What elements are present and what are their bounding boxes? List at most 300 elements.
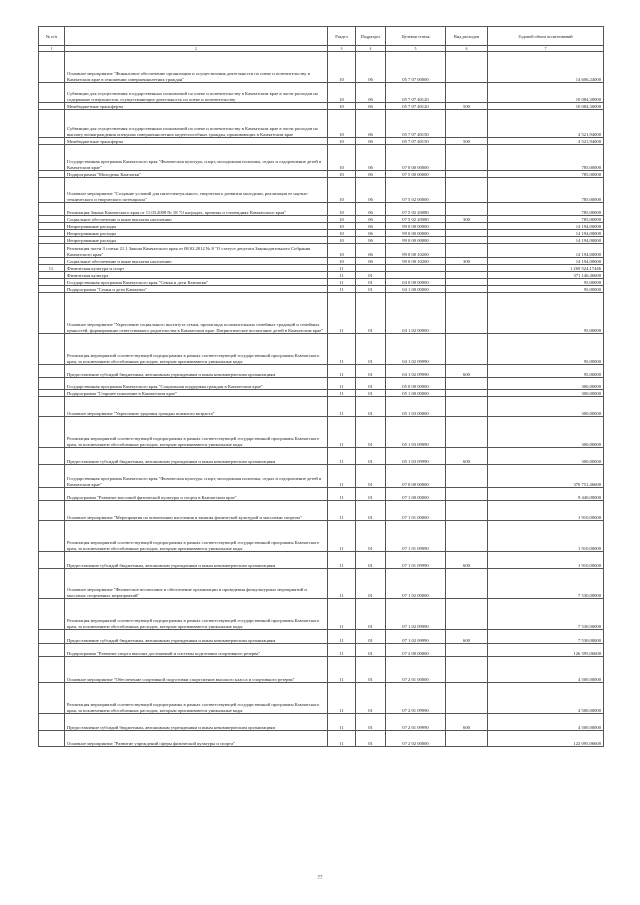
table-row: [39, 417, 604, 448]
row-name: Реализация Закона Камчатского края от 11.03.2008 № 18 "О наградах, премиях и стипендиях Камчатского края": [65, 203, 328, 216]
row-number: [39, 488, 65, 501]
row-name: Субвенции для осуществления государственных полномочий по опеке и попечительству в Камчатском крае в части расходов на содержание специалистов, осуществляющих деятельность по опеке и попечительству: [65, 83, 328, 103]
row-number: [39, 223, 65, 230]
header-subsection: Подраздел: [356, 27, 386, 46]
row-target-code: 99 0 00 00000: [386, 223, 446, 230]
row-section: 11: [328, 501, 356, 521]
row-subsection: 06: [356, 110, 386, 138]
row-target-code: 04 1 02 00000: [386, 293, 446, 334]
row-expense-type: [446, 644, 488, 657]
row-name: Государственная программа Камчатского края "Физическая культура, спорт, молодежная политика, отдых и оздоровление детей в Камчатском крае": [65, 465, 328, 488]
row-amount: 14 194,00000: [488, 223, 604, 230]
row-section: 11: [328, 521, 356, 552]
row-subsection: 01: [356, 448, 386, 465]
row-name: Основное мероприятие "Финансовое обеспечение организации и осуществления деятельности по опеке и попечительству в Камчатском крае в отношении совершеннолетних граждан": [65, 52, 328, 83]
row-number: [39, 448, 65, 465]
table-row: [39, 293, 604, 334]
row-name: Реализация мероприятий соответствующей подпрограммы в рамках соответствующей государственной программы Камчатского края, за исключением обособленных расходов, которым присваиваются уникальные коды: [65, 599, 328, 630]
row-target-code: 05 7 07 40120: [386, 83, 446, 103]
header-section: Раздел: [328, 27, 356, 46]
row-amount: 7 530,00000: [488, 630, 604, 644]
table-row: [39, 465, 604, 488]
row-section: 10: [328, 230, 356, 237]
row-subsection: 06: [356, 258, 386, 265]
row-expense-type: [446, 279, 488, 286]
row-target-code: 07 1 01 00000: [386, 501, 446, 521]
table-row: [39, 110, 604, 138]
row-name: Государственная программа Камчатского края "Семья и дети Камчатки": [65, 279, 328, 286]
row-name: Государственная программа Камчатского края "Физическая культура, спорт, молодежная политика, отдых и оздоровление детей в Камчатском крае": [65, 145, 328, 171]
row-expense-type: [446, 334, 488, 365]
table-row: [39, 244, 604, 258]
row-target-code: 99 0 00 10200: [386, 244, 446, 258]
table-row: [39, 138, 604, 145]
row-name: Реализация мероприятий соответствующей подпрограммы в рамках соответствующей государственной программы Камчатского края, за исключением обособленных расходов, которым присваиваются уникальные коды: [65, 521, 328, 552]
table-row: [39, 521, 604, 552]
row-expense-type: [446, 501, 488, 521]
row-section: 11: [328, 365, 356, 378]
table-row: [39, 272, 604, 279]
table-row: [39, 265, 604, 272]
row-amount: 785,00000: [488, 178, 604, 203]
row-name: Основное мероприятие "Мероприятия по вовлечению населения в занятия физической культурой и массовым спортом": [65, 501, 328, 521]
row-name: Реализация мероприятий соответствующей подпрограммы в рамках соответствующей государственной программы Камчатского края, за исключением обособленных расходов, которым присваиваются уникальные коды: [65, 417, 328, 448]
row-name: Реализация мероприятий соответствующей подпрограммы в рамках соответствующей государственной программы Камчатского края, за исключением обособленных расходов, которым присваиваются уникальные коды: [65, 334, 328, 365]
row-section: 10: [328, 171, 356, 178]
row-target-code: 07 2 01 09990: [386, 683, 446, 714]
row-expense-type: [446, 488, 488, 501]
row-amount: 371 146,46600: [488, 272, 604, 279]
row-name: Подпрограмма "Молодежь Камчатки": [65, 171, 328, 178]
row-target-code: 99 0 00 00000: [386, 230, 446, 237]
table-row: [39, 683, 604, 714]
row-target-code: 05 7 07 40120: [386, 103, 446, 110]
row-target-code: 99 0 00 10200: [386, 258, 446, 265]
table-row: [39, 223, 604, 230]
row-target-code: 07 1 02 00000: [386, 569, 446, 599]
row-number: [39, 378, 65, 390]
row-section: 11: [328, 265, 356, 272]
row-number: [39, 569, 65, 599]
table-row: [39, 569, 604, 599]
row-subsection: 06: [356, 138, 386, 145]
row-section: 11: [328, 465, 356, 488]
row-subsection: 01: [356, 630, 386, 644]
row-subsection: [356, 265, 386, 272]
row-amount: 300,00000: [488, 378, 604, 390]
row-expense-type: 300: [446, 258, 488, 265]
row-expense-type: [446, 230, 488, 237]
row-expense-type: [446, 286, 488, 293]
table-row: [39, 237, 604, 244]
table-row: [39, 657, 604, 683]
row-expense-type: [446, 397, 488, 417]
row-amount: 1 910,00000: [488, 552, 604, 569]
row-subsection: 06: [356, 103, 386, 110]
row-target-code: 05 7 07 00000: [386, 52, 446, 83]
row-expense-type: [446, 223, 488, 230]
row-expense-type: [446, 110, 488, 138]
row-expense-type: [446, 657, 488, 683]
row-section: 11: [328, 378, 356, 390]
table-row: [39, 52, 604, 83]
header-amount: Годовой объем ассигнований: [488, 27, 604, 46]
row-name: Межбюджетные трансферты: [65, 103, 328, 110]
row-target-code: 05 1 03 09990: [386, 448, 446, 465]
row-target-code: 05 1 03 09990: [386, 417, 446, 448]
row-amount: 785,00000: [488, 203, 604, 216]
row-name: Подпрограмма "Развитие массовой физической культуры и спорта в Камчатском крае": [65, 488, 328, 501]
row-expense-type: [446, 265, 488, 272]
row-number: [39, 138, 65, 145]
row-number: [39, 293, 65, 334]
row-amount: 122 095,06600: [488, 731, 604, 747]
row-amount: 14 194,00000: [488, 230, 604, 237]
row-target-code: 04 1 02 09990: [386, 334, 446, 365]
row-section: 10: [328, 203, 356, 216]
row-amount: 4 521,94000: [488, 138, 604, 145]
row-target-code: 07 5 02 20080: [386, 216, 446, 223]
header-name: [65, 27, 328, 46]
row-number: [39, 272, 65, 279]
row-number: [39, 417, 65, 448]
row-section: 11: [328, 683, 356, 714]
row-name: Физическая культура: [65, 272, 328, 279]
col-index: 1: [39, 46, 65, 52]
row-amount: 9 440,00000: [488, 488, 604, 501]
row-subsection: 01: [356, 552, 386, 569]
row-amount: 1 269 524,17446: [488, 265, 604, 272]
row-target-code: 05 7 07 40150: [386, 110, 446, 138]
table-row: [39, 390, 604, 397]
row-expense-type: 500: [446, 138, 488, 145]
table-row: [39, 630, 604, 644]
row-expense-type: [446, 244, 488, 258]
row-number: [39, 52, 65, 83]
row-amount: 95,00000: [488, 279, 604, 286]
row-expense-type: [446, 390, 488, 397]
table-row: [39, 178, 604, 203]
row-section: 11: [328, 448, 356, 465]
row-subsection: 01: [356, 644, 386, 657]
col-index: 5: [386, 46, 446, 52]
row-expense-type: 300: [446, 216, 488, 223]
table-row: [39, 552, 604, 569]
row-subsection: 06: [356, 237, 386, 244]
table-row: [39, 448, 604, 465]
row-section: 11: [328, 417, 356, 448]
row-expense-type: [446, 237, 488, 244]
row-expense-type: [446, 52, 488, 83]
budget-table: [38, 26, 604, 747]
row-number: [39, 286, 65, 293]
row-amount: 95,00000: [488, 286, 604, 293]
row-name: Субвенции для осуществления государственных полномочий по опеке и попечительству в Камчатском крае в части расходов на выплату вознаграждения опекунам совершеннолетних недееспособных граждан, проживающих в Камчатском крае: [65, 110, 328, 138]
row-name: Предоставление субсидий бюджетным, автономным учреждениям и иным некоммерческим организациям: [65, 630, 328, 644]
row-subsection: 01: [356, 501, 386, 521]
row-expense-type: 600: [446, 630, 488, 644]
row-number: [39, 465, 65, 488]
row-amount: 95,00000: [488, 334, 604, 365]
row-subsection: 06: [356, 145, 386, 171]
row-target-code: 07 1 02 09990: [386, 630, 446, 644]
row-target-code: 07 1 00 00000: [386, 488, 446, 501]
table-row: [39, 171, 604, 178]
row-amount: 10 084,30000: [488, 103, 604, 110]
row-section: 11: [328, 334, 356, 365]
row-amount: 10 084,30000: [488, 83, 604, 103]
row-expense-type: [446, 599, 488, 630]
row-amount: 7 530,00000: [488, 569, 604, 599]
col-index: 6: [446, 46, 488, 52]
row-amount: 370 751,46600: [488, 465, 604, 488]
row-subsection: 01: [356, 397, 386, 417]
row-section: 11: [328, 714, 356, 731]
row-subsection: 06: [356, 83, 386, 103]
row-number: [39, 683, 65, 714]
table-row: [39, 731, 604, 747]
row-number: [39, 230, 65, 237]
row-number: [39, 83, 65, 103]
row-number: [39, 599, 65, 630]
row-name: Основное мероприятие "Физическое воспитание и обеспечение организации и проведения физкультурных мероприятий и массовых спортивных мероприятий": [65, 569, 328, 599]
row-name: Основное мероприятие "Создание условий для интеллектуального, творческого развития молодежи, реализация ее научно-технического и творческого потенциала": [65, 178, 328, 203]
row-amount: 300,00000: [488, 390, 604, 397]
row-subsection: 01: [356, 390, 386, 397]
row-expense-type: [446, 465, 488, 488]
row-section: 10: [328, 216, 356, 223]
row-subsection: 01: [356, 334, 386, 365]
row-name: Предоставление субсидий бюджетным, автономным учреждениям и иным некоммерческим организациям: [65, 714, 328, 731]
col-index: 4: [356, 46, 386, 52]
row-expense-type: 600: [446, 448, 488, 465]
row-name: Реализация части 3 статьи 21.1 Закона Камчатского края от 08.02.2012 № 8 "О статусе депутата Законодательного Собрания Камчатского края": [65, 244, 328, 258]
row-amount: 14 606,24000: [488, 52, 604, 83]
row-subsection: 06: [356, 171, 386, 178]
row-number: [39, 552, 65, 569]
row-expense-type: [446, 293, 488, 334]
row-target-code: 07 1 01 09990: [386, 521, 446, 552]
row-amount: 14 194,00000: [488, 237, 604, 244]
header-num: № п/п: [39, 27, 65, 46]
row-target-code: 07 5 02 00000: [386, 178, 446, 203]
row-amount: 785,00000: [488, 145, 604, 171]
row-expense-type: [446, 83, 488, 103]
row-name: Подпрограмма "Старшее поколение в Камчатском крае": [65, 390, 328, 397]
row-expense-type: 500: [446, 103, 488, 110]
row-section: 10: [328, 258, 356, 265]
row-subsection: 01: [356, 378, 386, 390]
header-target: Целевая статья: [386, 27, 446, 46]
row-number: [39, 714, 65, 731]
row-subsection: 01: [356, 731, 386, 747]
table-row: [39, 145, 604, 171]
col-index: 2: [65, 46, 328, 52]
row-name: Подпрограмма "Развитие спорта высших достижений и системы подготовки спортивного резерва": [65, 644, 328, 657]
row-subsection: 06: [356, 216, 386, 223]
row-section: 10: [328, 83, 356, 103]
row-expense-type: 600: [446, 714, 488, 731]
header-exptype: Вид расходов: [446, 27, 488, 46]
row-number: [39, 178, 65, 203]
row-number: [39, 216, 65, 223]
row-number: [39, 397, 65, 417]
row-subsection: 01: [356, 488, 386, 501]
row-number: [39, 258, 65, 265]
row-number: [39, 145, 65, 171]
row-number: [39, 731, 65, 747]
row-number: [39, 203, 65, 216]
row-name: Основное мероприятие "Развитие учреждений сферы физической культуры и спорта": [65, 731, 328, 747]
row-target-code: 07 2 02 00000: [386, 731, 446, 747]
row-subsection: 01: [356, 286, 386, 293]
table-body: [39, 52, 604, 747]
row-target-code: 07 0 00 00000: [386, 145, 446, 171]
row-amount: 4 500,00000: [488, 657, 604, 683]
page-number: 77: [317, 876, 323, 881]
row-subsection: 01: [356, 714, 386, 731]
row-number: [39, 103, 65, 110]
table-header-row: [39, 27, 604, 46]
table-row: [39, 365, 604, 378]
table-row: [39, 644, 604, 657]
row-section: 11: [328, 272, 356, 279]
row-expense-type: 600: [446, 552, 488, 569]
row-name: Социальное обеспечение и иные выплаты населению: [65, 216, 328, 223]
row-subsection: 01: [356, 417, 386, 448]
table-row: [39, 397, 604, 417]
row-amount: 7 530,00000: [488, 599, 604, 630]
row-amount: 4 500,00000: [488, 714, 604, 731]
row-target-code: 04 0 00 00000: [386, 279, 446, 286]
row-number: [39, 390, 65, 397]
row-amount: 4 500,00000: [488, 683, 604, 714]
row-subsection: 01: [356, 365, 386, 378]
row-amount: 785,00000: [488, 171, 604, 178]
row-expense-type: [446, 171, 488, 178]
row-subsection: 01: [356, 279, 386, 286]
row-section: 11: [328, 286, 356, 293]
row-name: Основное мероприятие "Укрепление социального института семьи, пропаганда положительных семейных традиций и семейных ценностей, формирование ответственного родительства в Камчатском крае. Патриотическое воспитание детей в Камчатском крае": [65, 293, 328, 334]
row-subsection: 01: [356, 521, 386, 552]
row-name: Непрограммные расходы: [65, 230, 328, 237]
row-section: 10: [328, 237, 356, 244]
row-subsection: 06: [356, 244, 386, 258]
row-amount: 95,00000: [488, 293, 604, 334]
row-target-code: 07 2 00 00000: [386, 644, 446, 657]
row-number: [39, 501, 65, 521]
row-section: 10: [328, 52, 356, 83]
table-row: [39, 378, 604, 390]
row-target-code: 07 5 02 20080: [386, 203, 446, 216]
row-subsection: 01: [356, 272, 386, 279]
row-number: [39, 657, 65, 683]
row-expense-type: [446, 378, 488, 390]
table-row: [39, 83, 604, 103]
row-name: Государственная программа Камчатского края "Социальная поддержка граждан в Камчатском крае": [65, 378, 328, 390]
row-target-code: 05 1 00 00000: [386, 390, 446, 397]
row-subsection: 06: [356, 230, 386, 237]
row-amount: 126 595,06600: [488, 644, 604, 657]
row-section: 11: [328, 279, 356, 286]
row-target-code: 07 1 02 09990: [386, 599, 446, 630]
row-amount: 300,00000: [488, 448, 604, 465]
row-name: Физическая культура и спорт: [65, 265, 328, 272]
row-amount: 4 521,94000: [488, 110, 604, 138]
row-expense-type: [446, 521, 488, 552]
row-section: 11: [328, 599, 356, 630]
row-amount: 14 194,00000: [488, 244, 604, 258]
row-section: 11: [328, 397, 356, 417]
row-amount: 1 910,00000: [488, 521, 604, 552]
row-subsection: 06: [356, 178, 386, 203]
table-row: [39, 501, 604, 521]
row-subsection: 01: [356, 683, 386, 714]
row-name: Предоставление субсидий бюджетным, автономным учреждениям и иным некоммерческим организациям: [65, 552, 328, 569]
row-expense-type: [446, 145, 488, 171]
row-subsection: 06: [356, 223, 386, 230]
row-section: 10: [328, 138, 356, 145]
row-expense-type: [446, 417, 488, 448]
row-name: Предоставление субсидий бюджетным, автономным учреждениям и иным некоммерческим организациям: [65, 448, 328, 465]
row-number: [39, 110, 65, 138]
row-section: 10: [328, 110, 356, 138]
row-subsection: 01: [356, 657, 386, 683]
row-expense-type: [446, 272, 488, 279]
row-target-code: 04 1 00 00000: [386, 286, 446, 293]
row-target-code: 07 0 00 00000: [386, 465, 446, 488]
row-section: 10: [328, 244, 356, 258]
table-row: [39, 216, 604, 223]
row-expense-type: [446, 203, 488, 216]
row-expense-type: [446, 178, 488, 203]
row-amount: 1 910,00000: [488, 501, 604, 521]
row-name: Непрограммные расходы: [65, 237, 328, 244]
row-number: [39, 630, 65, 644]
row-number: [39, 237, 65, 244]
table-row: [39, 203, 604, 216]
row-subsection: 01: [356, 599, 386, 630]
row-number: 11.: [39, 265, 65, 272]
row-section: 11: [328, 488, 356, 501]
table-row: [39, 599, 604, 630]
table-row: [39, 488, 604, 501]
row-target-code: 05 1 03 00000: [386, 397, 446, 417]
row-name: Основное мероприятие "Обеспечение спортивной подготовки спортсменов высокого класса и спортивного резерва": [65, 657, 328, 683]
row-target-code: [386, 272, 446, 279]
row-name: Межбюджетные трансферты: [65, 138, 328, 145]
row-expense-type: [446, 731, 488, 747]
row-expense-type: 600: [446, 365, 488, 378]
row-number: [39, 171, 65, 178]
row-section: 10: [328, 145, 356, 171]
row-subsection: 06: [356, 52, 386, 83]
row-section: 11: [328, 630, 356, 644]
row-target-code: 07 5 00 00000: [386, 171, 446, 178]
row-target-code: 99 0 00 00000: [386, 237, 446, 244]
row-name: Социальное обеспечение и иные выплаты населению: [65, 258, 328, 265]
row-amount: 785,00000: [488, 216, 604, 223]
table-row: [39, 258, 604, 265]
row-amount: 300,00000: [488, 397, 604, 417]
table-row: [39, 103, 604, 110]
row-amount: 300,00000: [488, 417, 604, 448]
row-section: 11: [328, 390, 356, 397]
row-subsection: 01: [356, 569, 386, 599]
table-row: [39, 279, 604, 286]
row-name: Реализация мероприятий соответствующей подпрограммы в рамках соответствующей государственной программы Камчатского края, за исключением обособленных расходов, которым присваиваются уникальные коды: [65, 683, 328, 714]
row-target-code: 07 2 01 09990: [386, 714, 446, 731]
